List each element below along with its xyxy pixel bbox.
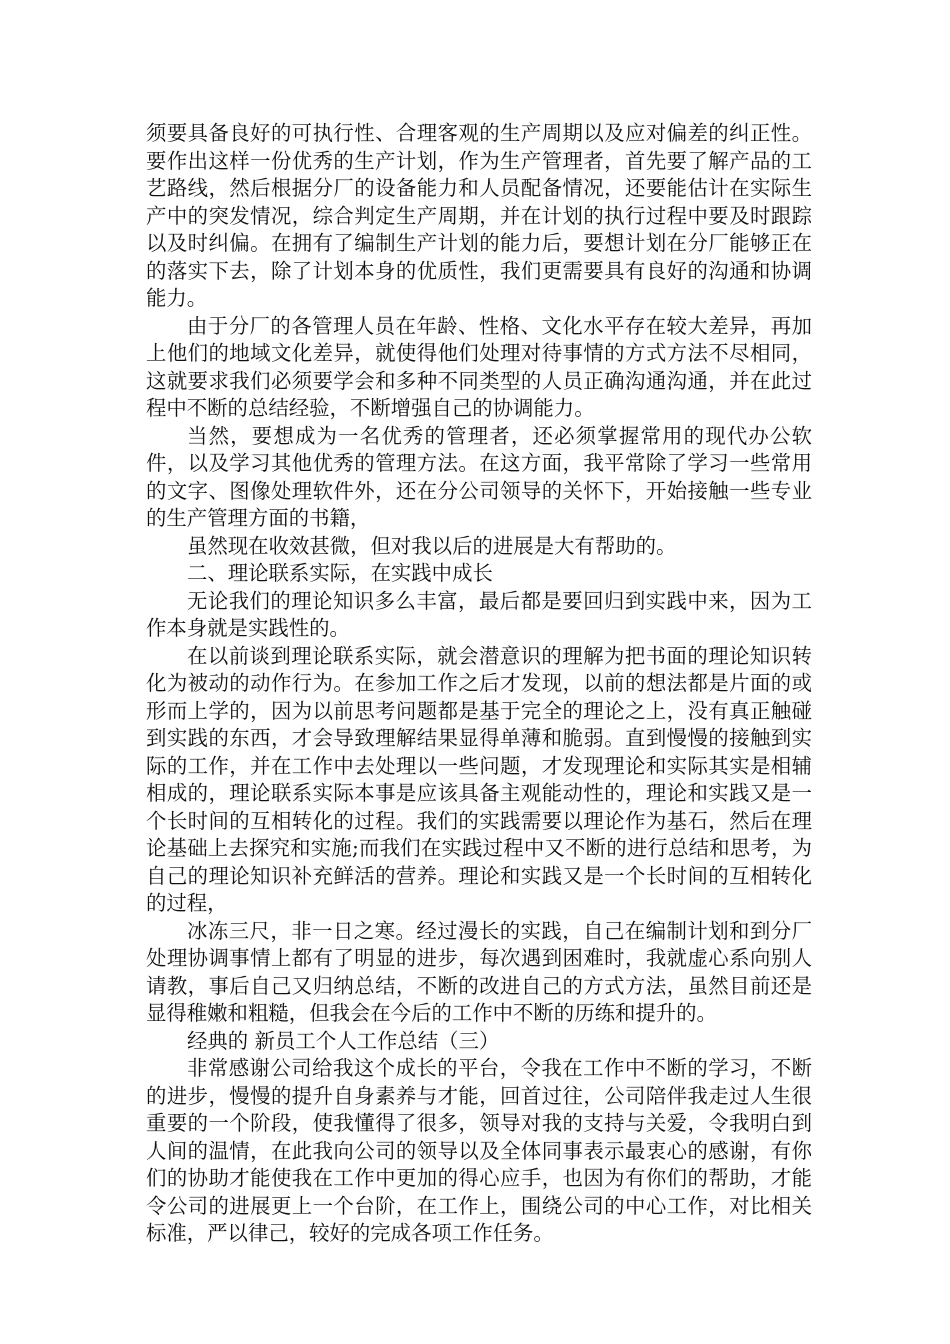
paragraph-communication: 由于分厂的各管理人员在年龄、性格、文化水平存在较大差异，再加上他们的地域文化差异，就使得他们处理对待事情的方式方法不尽相同，这就要求我们必须要学会和多种不同类型的人员正确沟通沟通，并在此过程中不断的总结经验，不断增强自己的协调能力。 [146,313,812,420]
paragraph-long-practice: 冰冻三尺，非一日之寒。经过漫长的实践，自己在编制计划和到分厂处理协调事情上都有了明显的进步，每次遇到困难时，我就虚心系向别人请教，事后自己又归纳总结，不断的改进自己的方式方法，虽然目前还是显得稚嫩和粗糙，但我会在今后的工作中不断的历练和提升的。 [146,918,812,1025]
paragraph-office-software: 当然，要想成为一名优秀的管理者，还必须掌握常用的现代办公软件，以及学习其他优秀的管理方法。在这方面，我平常除了学习一些常用的文字、图像处理软件外，还在分公司领导的关怀下，开始接触一些专业的生产管理方面的书籍， [146,423,812,530]
paragraph-theory-practice: 在以前谈到理论联系实际，就会潜意识的理解为把书面的理论知识转化为被动的动作行为。在参加工作之后才发现，以前的想法都是片面的或形而上学的，因为以前思考问题都是基于完全的理论之上，没有真正触碰到实践的东西，才会导致理解结果显得单薄和脆弱。直到慢慢的接触到实际的工作，并在工作中去处理以一些问题，才发现理论和实际其实是相辅相成的，理论联系实际本事是应该具备主观能动性的，理论和实践又是一个长时间的互相转化的过程。我们的实践需要以理论作为基石，然后在理论基础上去探究和实施;而我们在实践过程中又不断的进行总结和思考，为自己的理论知识补充鲜活的营养。理论和实践又是一个长时间的互相转化的过程， [146,643,812,915]
paragraph-production-plan: 须要具备良好的可执行性、合理客观的生产周期以及应对偏差的纠正性。要作出这样一份优秀的生产计划，作为生产管理者，首先要了解产品的工艺路线，然后根据分厂的设备能力和人员配备情况，还要能估计在实际生产中的突发情况，综合判定生产周期，并在计划的执行过程中要及时跟踪以及时纠偏。在拥有了编制生产计划的能力后，要想计划在分厂能够正在的落实下去，除了计划本身的优质性，我们更需要具有良好的沟通和协调能力。 [146,121,812,310]
paragraph-theory-knowledge: 无论我们的理论知识多么丰富，最后都是要回归到实践中来，因为工作本身就是实践性的。 [146,588,812,640]
paragraph-progress: 虽然现在收效甚微，但对我以后的进展是大有帮助的。 [187,533,677,558]
paragraph-thanks: 非常感谢公司给我这个成长的平台，令我在工作中不断的学习，不断的进步，慢慢的提升自身素养与才能，回首过往，公司陪伴我走过人生很重要的一个阶段，使我懂得了很多，领导对我的支持与关爱，令我明白到人间的温情，在此我向公司的领导以及全体同事表示最衷心的感谢，有你们的协助才能使我在工作中更加的得心应手，也因为有你们的帮助，才能令公司的进展更上一个台阶，在工作上，围绕公司的中心工作，对比相关标准，严以律己，较好的完成各项工作任务。 [146,1056,812,1245]
section-heading-summary-three: 经典的 新员工个人工作总结（三） [187,1028,500,1053]
section-heading-theory-practice: 二、理论联系实际，在实践中成长 [187,561,493,585]
document-body [146,120,812,1248]
